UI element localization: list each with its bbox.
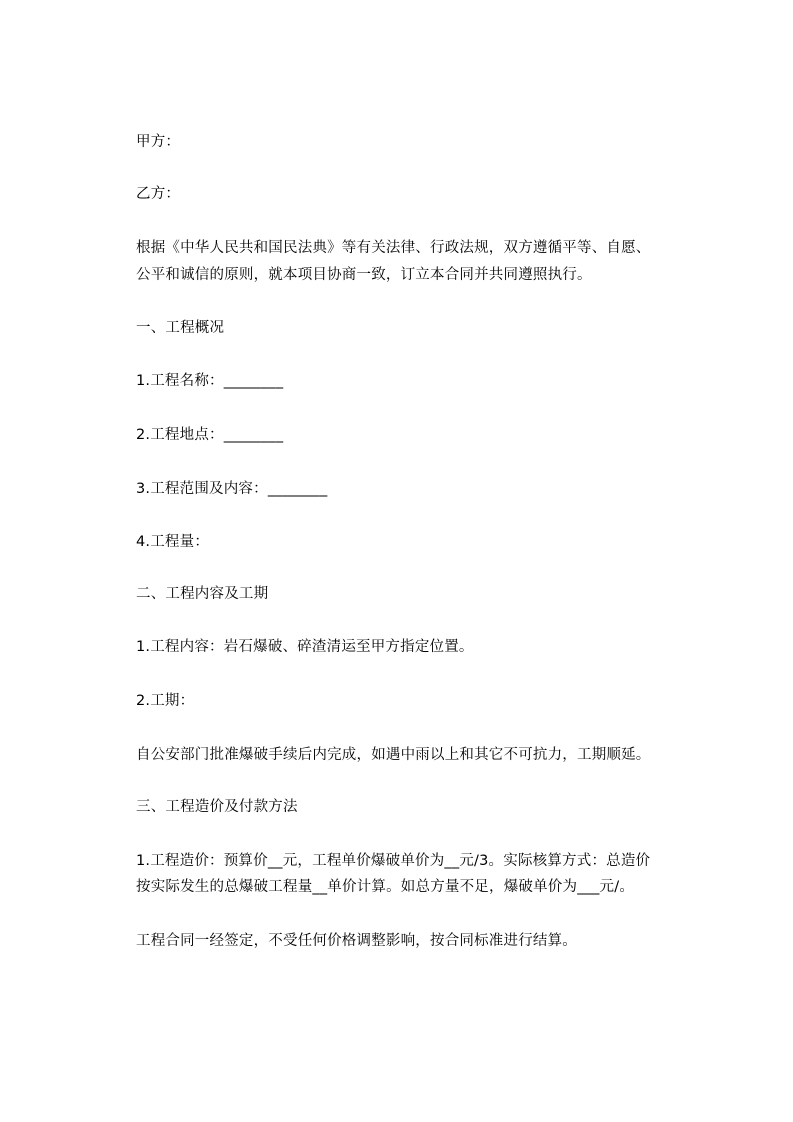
section-1-heading: 一、工程概况 (136, 320, 225, 336)
work-content-item: 1.工程内容：岩石爆破、碎渣清运至甲方指定位置。 (136, 639, 474, 655)
project-quantity-field: 4.工程量： (136, 534, 210, 550)
preamble-line-1: 根据《中华人民共和国民法典》等有关法律、行政法规，双方遵循平等、自愿、 (136, 240, 651, 256)
project-scope-field: 3.工程范围及内容：________ (136, 481, 328, 497)
project-name-field: 1.工程名称：________ (136, 373, 284, 389)
section-3-heading: 三、工程造价及付款方法 (136, 799, 298, 815)
cost-item-line-2: 按实际发生的总爆破工程量__单价计算。如总方量不足，爆破单价为___元/。 (136, 879, 635, 895)
project-location-field: 2.工程地点：________ (136, 427, 284, 443)
preamble-line-2: 公平和诚信的原则，就本项目协商一致，订立本合同并共同遵照执行。 (136, 267, 592, 283)
schedule-detail: 自公安部门批准爆破手续后内完成，如遇中雨以上和其它不可抗力，工期顺延。 (136, 747, 651, 763)
section-2-heading: 二、工程内容及工期 (136, 586, 269, 602)
schedule-item: 2.工期： (136, 693, 195, 709)
party-a-label: 甲方： (136, 134, 181, 150)
settlement-note: 工程合同一经签定，不受任何价格调整影响，按合同标准进行结算。 (136, 933, 577, 949)
party-b-label: 乙方： (136, 186, 181, 202)
cost-item-line-1: 1.工程造价：预算价__元，工程单价爆破单价为__元/3。实际核算方式：总造价 (136, 853, 651, 869)
